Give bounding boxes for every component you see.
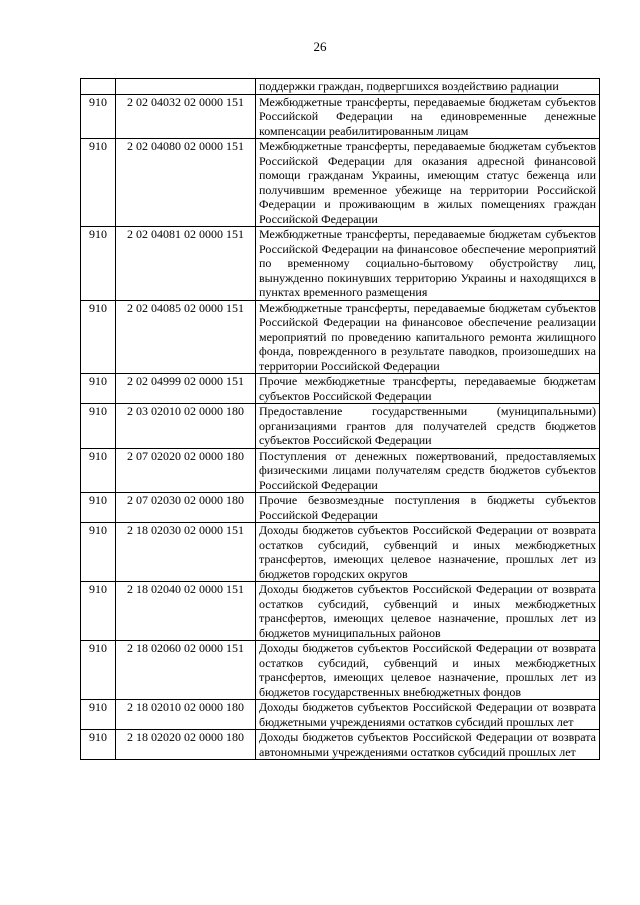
table-row: [81, 227, 600, 301]
administrator-code-cell: 910: [81, 374, 116, 404]
administrator-code-cell: 910: [81, 404, 116, 449]
revenue-name-cell: Доходы бюджетов субъектов Российской Федерации от возврата остатков субсидий, субвенций и иных межбюджетных трансфертов, имеющих целевое назначение, прошлых лет из бюджетов городских округов: [256, 523, 600, 582]
table-row: [81, 374, 600, 404]
revenue-name-cell: Межбюджетные трансферты, передаваемые бюджетам субъектов Российской Федерации на финансовое обеспечение реализации мероприятий по проведению капитального ремонта жилищного фонда, поврежденного в результате паводков, произошедших на территории Российской Федерации: [256, 300, 600, 374]
revenue-name-cell: Прочие межбюджетные трансферты, передаваемые бюджетам субъектов Российской Федерации: [256, 374, 600, 404]
revenue-code-cell: 2 02 04032 02 0000 151: [116, 94, 256, 139]
revenue-name-cell: Межбюджетные трансферты, передаваемые бюджетам субъектов Российской Федерации на единовременные денежные компенсации реабилитированным лицам: [256, 94, 600, 139]
revenue-name-cell: Прочие безвозмездные поступления в бюджеты субъектов Российской Федерации: [256, 493, 600, 523]
revenue-code-cell: 2 18 02020 02 0000 180: [116, 730, 256, 760]
administrator-code-cell: 910: [81, 700, 116, 730]
revenue-code-cell: 2 02 04999 02 0000 151: [116, 374, 256, 404]
revenue-code-cell: 2 02 04081 02 0000 151: [116, 227, 256, 301]
revenue-code-cell: 2 18 02030 02 0000 151: [116, 523, 256, 582]
table-row: [81, 139, 600, 227]
revenue-name-cell: Доходы бюджетов субъектов Российской Федерации от возврата бюджетными учреждениями остатков субсидий прошлых лет: [256, 700, 600, 730]
administrator-code-cell: 910: [81, 523, 116, 582]
revenue-name-cell: Межбюджетные трансферты, передаваемые бюджетам субъектов Российской Федерации для оказания адресной финансовой помощи гражданам Украины, имеющим статус беженца или получившим временное убежище на территории Российской Федерации и проживающим в жилых помещениях граждан Российской Федерации: [256, 139, 600, 227]
revenue-code-cell: 2 02 04085 02 0000 151: [116, 300, 256, 374]
table-row: [81, 448, 600, 493]
administrator-code-cell: [81, 79, 116, 95]
administrator-code-cell: 910: [81, 94, 116, 139]
revenue-code-cell: 2 18 02060 02 0000 151: [116, 641, 256, 700]
administrator-code-cell: 910: [81, 300, 116, 374]
revenue-code-cell: 2 07 02020 02 0000 180: [116, 448, 256, 493]
revenue-name-cell: Предоставление государственными (муниципальными) организациями грантов для получателей средств бюджетов субъектов Российской Федерации: [256, 404, 600, 449]
table-row: [81, 94, 600, 139]
revenue-name-cell: Поступления от денежных пожертвований, предоставляемых физическими лицами получателям средств бюджетов субъектов Российской Федерации: [256, 448, 600, 493]
revenue-name-cell: Межбюджетные трансферты, передаваемые бюджетам субъектов Российской Федерации на финансовое обеспечение мероприятий по временному социально-бытовому обустройству лиц, вынужденно покинувших территорию Украины и находящихся в пунктах временного размещения: [256, 227, 600, 301]
table-row: [81, 641, 600, 700]
page-number: 26: [313, 39, 327, 54]
administrator-code-cell: 910: [81, 730, 116, 760]
revenue-name-cell: Доходы бюджетов субъектов Российской Федерации от возврата автономными учреждениями остатков субсидий прошлых лет: [256, 730, 600, 760]
administrator-code-cell: 910: [81, 139, 116, 227]
revenue-code-cell: 2 03 02010 02 0000 180: [116, 404, 256, 449]
table-row: [81, 523, 600, 582]
revenue-codes-table: [80, 78, 600, 760]
revenue-code-cell: 2 18 02040 02 0000 151: [116, 582, 256, 641]
table-row: [81, 700, 600, 730]
table-row: [81, 493, 600, 523]
table-row: [81, 730, 600, 760]
revenue-name-cell: поддержки граждан, подвергшихся воздействию радиации: [256, 79, 600, 95]
revenue-code-cell: 2 07 02030 02 0000 180: [116, 493, 256, 523]
administrator-code-cell: 910: [81, 641, 116, 700]
table-row: [81, 404, 600, 449]
administrator-code-cell: 910: [81, 227, 116, 301]
administrator-code-cell: 910: [81, 493, 116, 523]
administrator-code-cell: 910: [81, 582, 116, 641]
revenue-name-cell: Доходы бюджетов субъектов Российской Федерации от возврата остатков субсидий, субвенций и иных межбюджетных трансфертов, имеющих целевое назначение, прошлых лет из бюджетов муниципальных районов: [256, 582, 600, 641]
table-row: [81, 79, 600, 95]
administrator-code-cell: 910: [81, 448, 116, 493]
table-row: [81, 582, 600, 641]
revenue-code-cell: 2 18 02010 02 0000 180: [116, 700, 256, 730]
table-row: [81, 300, 600, 374]
revenue-code-cell: 2 02 04080 02 0000 151: [116, 139, 256, 227]
revenue-name-cell: Доходы бюджетов субъектов Российской Федерации от возврата остатков субсидий, субвенций и иных межбюджетных трансфертов, имеющих целевое назначение, прошлых лет из бюджетов государственных внебюджетных фондов: [256, 641, 600, 700]
revenue-code-cell: [116, 79, 256, 95]
